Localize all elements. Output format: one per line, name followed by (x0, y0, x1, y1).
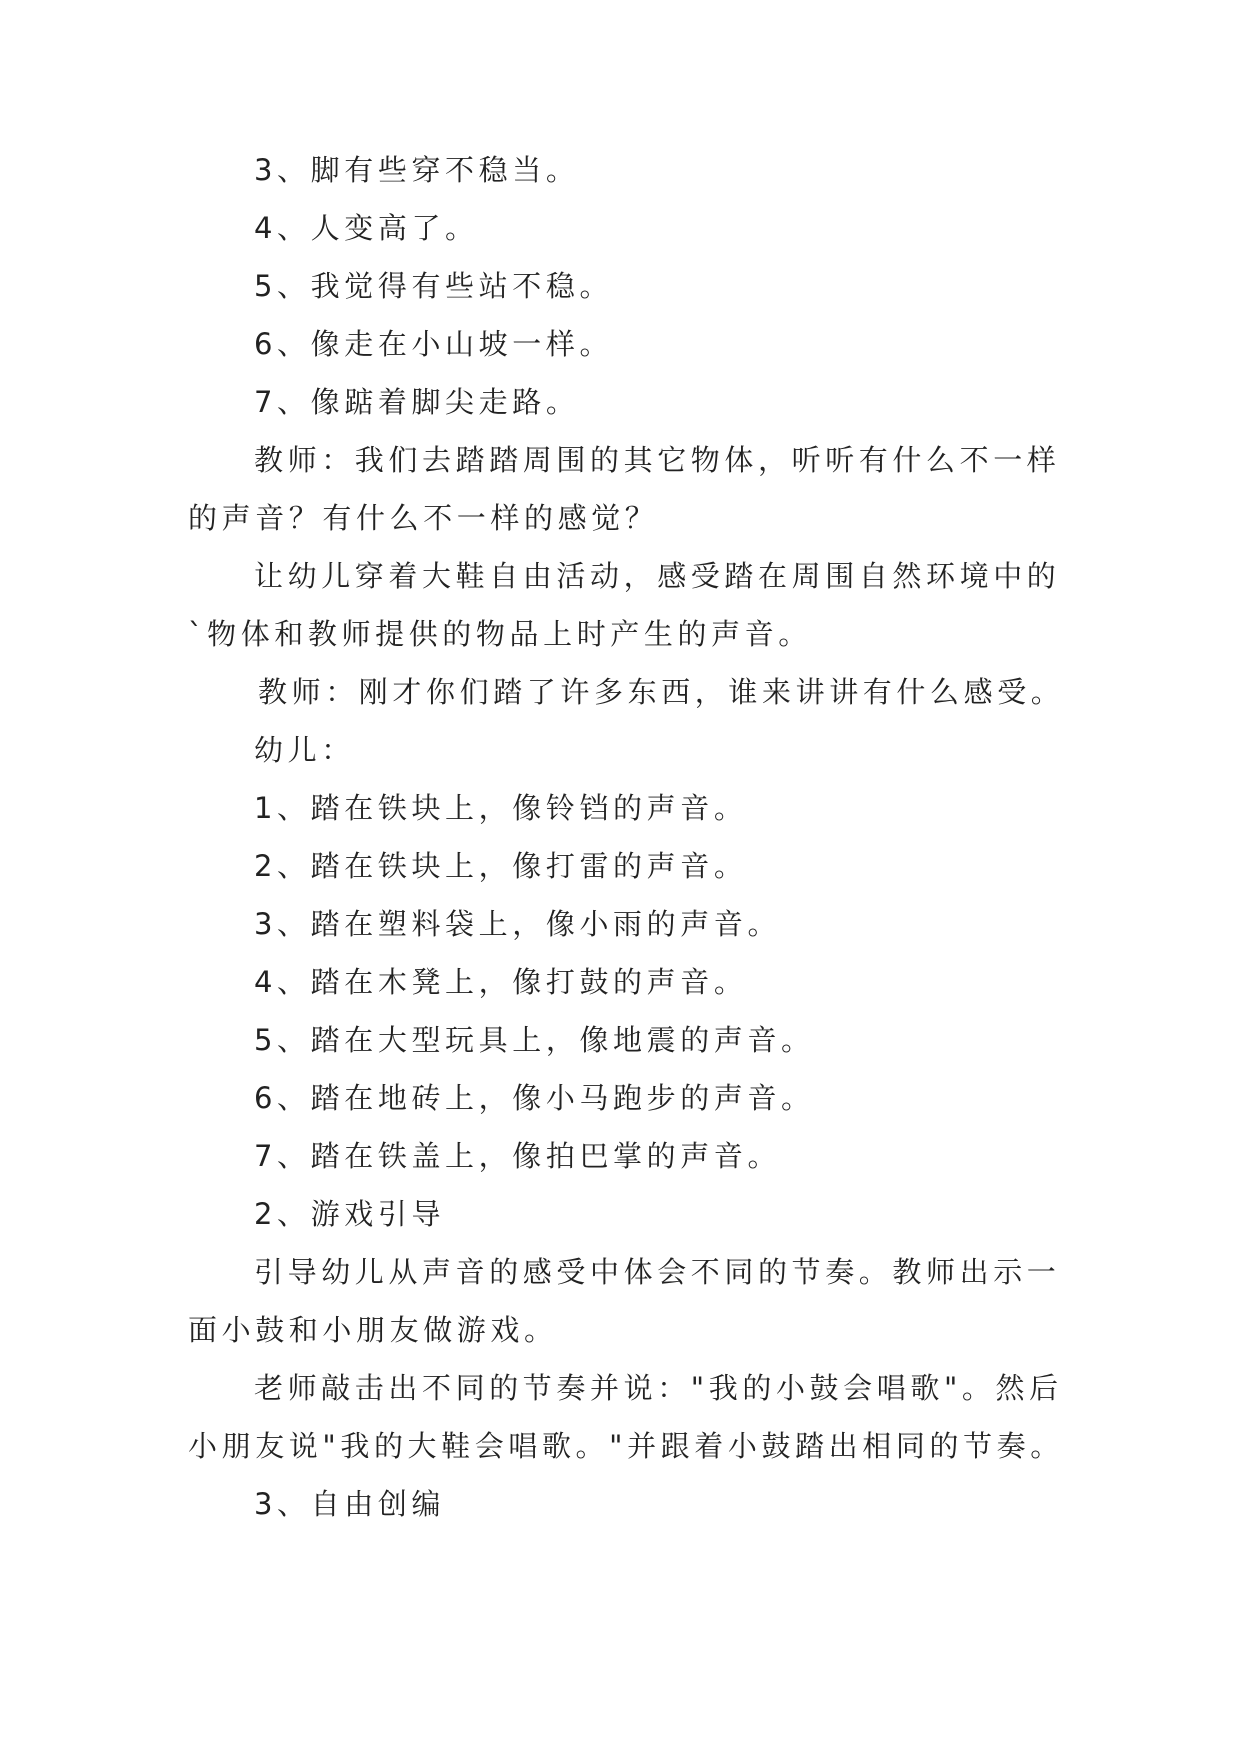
list-item: 1、踏在铁块上，像铃铛的声音。 (254, 791, 748, 825)
paragraph-line: `物体和教师提供的物品上时产生的声音。 (188, 617, 812, 651)
paragraph-line: 小朋友说"我的大鞋会唱歌。"并跟着小鼓踏出相同的节奏。 (188, 1429, 1064, 1463)
paragraph-line: 幼儿： (254, 733, 355, 767)
list-item: 4、人变高了。 (254, 211, 479, 245)
list-item: 5、我觉得有些站不稳。 (254, 269, 614, 303)
list-item: 3、脚有些穿不稳当。 (254, 153, 580, 187)
list-item: 4、踏在木凳上，像打鼓的声音。 (254, 965, 748, 999)
list-item: 7、像踮着脚尖走路。 (254, 385, 580, 419)
list-item: 6、踏在地砖上，像小马跑步的声音。 (254, 1081, 815, 1115)
list-item: 5、踏在大型玩具上，像地震的声音。 (254, 1023, 815, 1057)
paragraph-line: 引导幼儿从声音的感受中体会不同的节奏。教师出示一 (254, 1255, 1061, 1289)
section-heading: 2、游戏引导 (254, 1197, 446, 1231)
list-item: 3、踏在塑料袋上，像小雨的声音。 (254, 907, 782, 941)
section-heading: 3、自由创编 (254, 1487, 446, 1521)
list-item: 2、踏在铁块上，像打雷的声音。 (254, 849, 748, 883)
paragraph-line: 让幼儿穿着大鞋自由活动，感受踏在周围自然环境中的 (254, 559, 1061, 593)
paragraph-line: 老师敲击出不同的节奏并说："我的小鼓会唱歌"。然后 (254, 1371, 1063, 1405)
list-item: 7、踏在铁盖上，像拍巴掌的声音。 (254, 1139, 782, 1173)
paragraph-line: 教师：我们去踏踏周围的其它物体，听听有什么不一样 (254, 443, 1061, 477)
paragraph-line: 教师：刚才你们踏了许多东西，谁来讲讲有什么感受。 (258, 675, 1065, 709)
paragraph-line: 面小鼓和小朋友做游戏。 (188, 1313, 558, 1347)
paragraph-line: 的声音？有什么不一样的感觉？ (188, 501, 659, 535)
list-item: 6、像走在小山坡一样。 (254, 327, 614, 361)
